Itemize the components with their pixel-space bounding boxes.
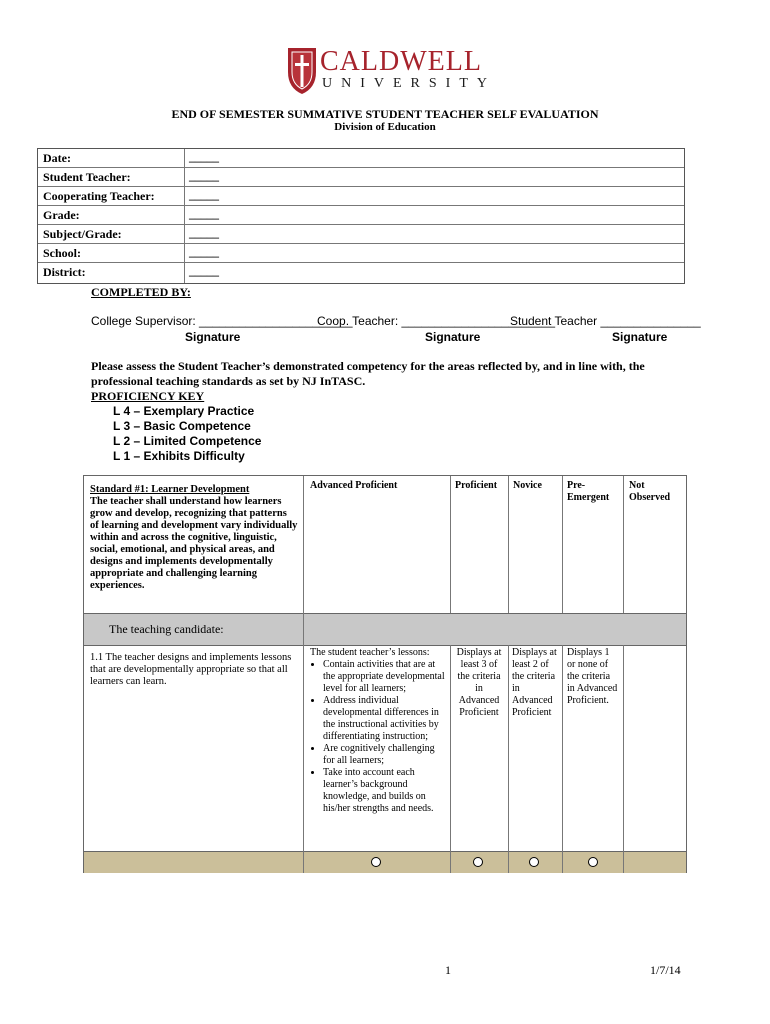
info-value-field[interactable]: _____ — [189, 169, 219, 183]
pre-emergent-criteria: Displays 1 or none of the criteria in Advanced Proficient. — [567, 647, 618, 706]
info-row-date — [38, 149, 684, 168]
proficient-criteria: Displays at least 3 of the criteria in Advanced Proficient — [456, 647, 502, 718]
college-supervisor-signature-line[interactable]: College Supervisor: _______________________ — [91, 314, 353, 328]
assessment-instructions: Please assess the Student Teacher’s demonstrated competency for the areas reflected by, and in line with, the professional teaching standards as set by NJ InTASC. — [91, 359, 645, 388]
criteria-bullet: • Address individual developmental differences in the instructional activities by differentiating instruction; — [323, 695, 446, 743]
signature-label: Signature — [425, 330, 481, 344]
info-label: School: — [43, 246, 82, 260]
standard-cell — [90, 484, 298, 592]
info-row-district — [38, 263, 684, 282]
novice-criteria: Displays at least 2 of the criteria in Advanced Proficient — [512, 647, 557, 718]
proficiency-level: L 3 – Basic Competence — [113, 419, 251, 433]
info-row-school — [38, 244, 684, 263]
info-row-subject-grade — [38, 225, 684, 244]
info-row-cooperating-teacher — [38, 187, 684, 206]
page-number: 1 — [445, 963, 451, 977]
advanced-proficient-criteria — [310, 647, 446, 815]
advanced-intro: The student teacher’s lessons: — [310, 647, 430, 658]
col-header-proficient: Proficient — [455, 480, 498, 491]
info-value-field[interactable]: _____ — [189, 150, 219, 164]
criteria-bullet: • Are cognitively challenging for all learners; — [323, 743, 446, 767]
completed-by-heading: COMPLETED BY: — [91, 285, 191, 299]
item-1-1: 1.1 The teacher designs and implements lessons that are developmentally appropriate so that all learners can learn. — [90, 652, 292, 687]
col-header-novice: Novice — [513, 480, 542, 491]
info-value-field[interactable]: _____ — [189, 207, 219, 221]
info-label: Grade: — [43, 208, 80, 222]
info-value-field[interactable]: _____ — [189, 264, 219, 278]
info-table — [37, 148, 685, 284]
coop-teacher-signature-line[interactable]: Coop. Teacher: _______________________ — [317, 314, 555, 328]
col-header-not-observed: Not Observed — [629, 480, 671, 503]
proficiency-level: L 1 – Exhibits Difficulty — [113, 449, 245, 463]
document-subtitle: Division of Education — [334, 121, 436, 133]
radio-pre-emergent[interactable] — [588, 857, 598, 867]
info-value-field[interactable]: _____ — [189, 226, 219, 240]
proficiency-level: L 2 – Limited Competence — [113, 434, 262, 448]
info-row-grade — [38, 206, 684, 225]
standard-title: Standard #1: Learner Development — [90, 484, 250, 495]
info-row-student-teacher — [38, 168, 684, 187]
info-label: District: — [43, 265, 86, 279]
info-label: Date: — [43, 151, 71, 165]
candidate-label: The teaching candidate: — [109, 622, 224, 636]
proficiency-key-heading: PROFICIENCY KEY — [91, 389, 205, 403]
col-header-advanced-proficient: Advanced Proficient — [310, 480, 398, 491]
logo-subtitle: UNIVERSITY — [322, 76, 496, 91]
criteria-bullet: • Contain activities that are at the appropriate developmental level for all learners; — [323, 659, 446, 695]
info-label: Cooperating Teacher: — [43, 189, 155, 203]
criteria-bullet: • Take into account each learner’s background knowledge, and builds on his/her strengths and needs. — [323, 767, 446, 815]
col-header-pre-emergent: Pre-Emergent — [567, 480, 610, 503]
proficiency-level: L 4 – Exemplary Practice — [113, 404, 255, 418]
radio-advanced-proficient[interactable] — [371, 857, 381, 867]
info-value-field[interactable]: _____ — [189, 245, 219, 259]
signature-label: Signature — [185, 330, 241, 344]
radio-proficient[interactable] — [473, 857, 483, 867]
signature-label: Signature — [612, 330, 668, 344]
info-label: Subject/Grade: — [43, 227, 122, 241]
student-teacher-signature-line[interactable]: Student Teacher _______________ — [510, 314, 701, 328]
logo-name: CALDWELL — [320, 46, 482, 77]
standards-table — [83, 475, 687, 873]
info-value-field[interactable]: _____ — [189, 188, 219, 202]
radio-novice[interactable] — [529, 857, 539, 867]
document-title: END OF SEMESTER SUMMATIVE STUDENT TEACHER SELF EVALUATION — [171, 107, 599, 121]
standard-description: The teacher shall understand how learners grow and develop, recognizing that patterns of learning and development vary individually within and across the cognitive, linguistic, social, emotional, and physical areas, and designs and implements developmentally appropriate and challenging learning experiences. — [90, 496, 298, 591]
info-label: Student Teacher: — [43, 170, 131, 184]
footer-date: 1/7/14 — [650, 963, 681, 977]
